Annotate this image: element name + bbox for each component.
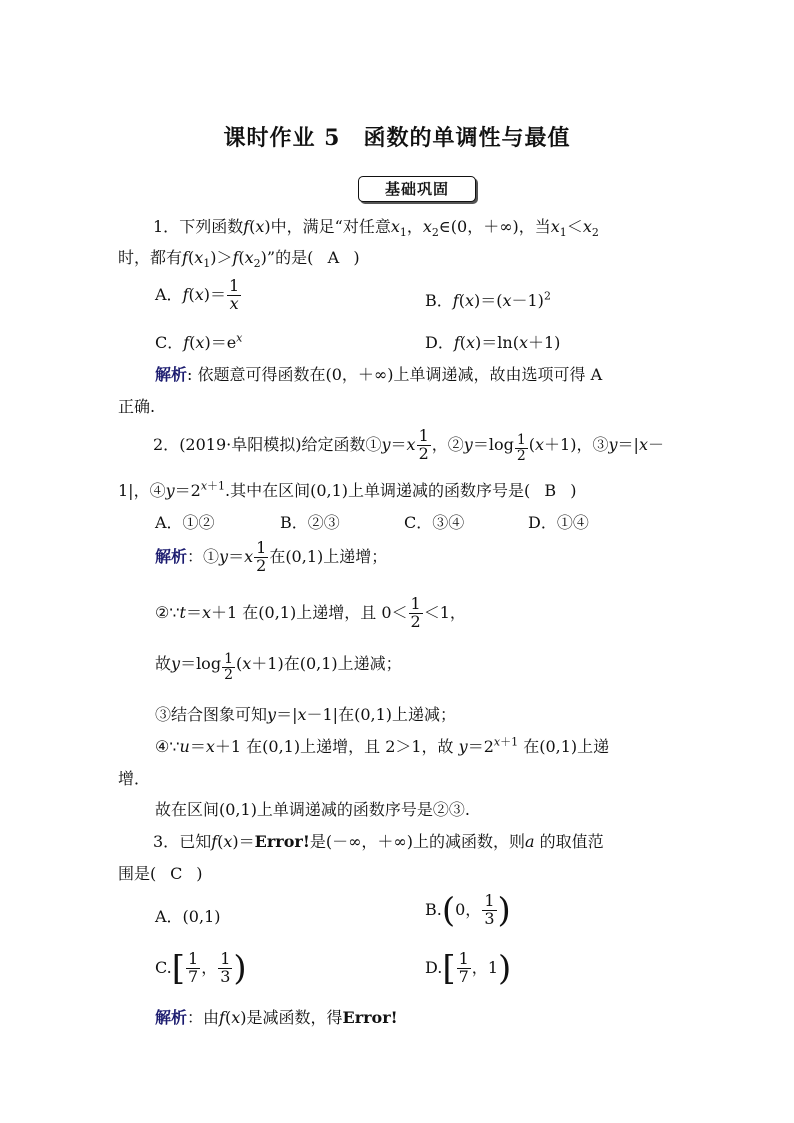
q3-analysis: 解析：由f(x)是减函数，得Error! <box>155 1008 398 1027</box>
q2-stem-line1: 2．(2019·阜阳模拟)给定函数①y＝x $\frac{1}{2}$ ，②y＝log $\frac{1}{2}$ (x＋1)，③y＝|x－ <box>153 426 664 464</box>
q2-stem-line2: 1|，$④y=2^{x+1}$.其中在区间(0,1)上单调递减的函数序号是( B ) <box>118 479 577 500</box>
q2-analysis-line1: 解析：①y＝x $\frac{1}{2}$ 在(0,1)上递增； <box>155 538 388 575</box>
q1-stem-line2: 时，都有$f(x_1)>f(x_2)$”的是( A ) <box>118 248 360 271</box>
q3-option-d: D.[ $\frac{1}{7}$ ，1) <box>425 948 512 989</box>
section-badge: 基础巩固 <box>358 176 476 202</box>
q2-option-a: A．①② <box>155 513 215 532</box>
q2-analysis-line4: ③结合图象可知y＝|x－1|在(0,1)上递减； <box>155 705 457 724</box>
q1-option-d: D．f(x)＝ln(x＋1) <box>425 333 561 352</box>
q2-option-b: B．②③ <box>280 513 340 532</box>
q3-option-a: A．(0,1) <box>155 907 221 926</box>
q1-analysis-line2: 正确. <box>118 397 156 416</box>
q1-option-c: C．$f(x)=e^x$ <box>155 331 243 352</box>
q2-analysis-line7: 故在区间(0,1)上单调递减的函数序号是②③. <box>155 800 471 819</box>
q3-option-b: B.(0， $\frac{1}{3}$ ) <box>425 890 511 931</box>
q1-analysis-line1: 解析: 依题意可得函数在(0，＋∞)上单调递减，故由选项可得 A <box>155 365 603 384</box>
q2-analysis-line5: ④∵u＝x＋1 在(0,1)上递增，且 2＞1，故 $y=2^{x+1}$ 在(0,1)上递 <box>155 735 610 756</box>
q2-analysis-line3: 故y＝log $\frac{1}{2}$ (x＋1)在(0,1)上递减； <box>155 651 402 683</box>
page-title: 课时作业 5 函数的单调性与最值 <box>223 125 571 151</box>
q1-answer: A <box>327 248 340 267</box>
q3-stem-line2: 围是( C ) <box>118 864 203 883</box>
q2-option-d: D．①④ <box>528 513 589 532</box>
q1-option-a: A．f(x)＝ $\frac{1}{x}$ <box>155 276 240 313</box>
q1-stem-line1: 1．下列函数f(x)中，满足“对任意$x_1$，$x_2\in(0$，＋∞)，当$x_1<x_2$ <box>153 217 599 240</box>
q2-option-c: C．③④ <box>404 513 465 532</box>
q1-option-b: B．$f(x)=(x-1)^2$ <box>425 289 551 310</box>
q2-analysis-line2: ②∵t＝x＋1 在(0,1)上递增，且 0＜ $\frac{1}{2}$ ＜1， <box>155 594 466 631</box>
q2-answer: B <box>544 481 557 500</box>
q3-option-c: C.[ $\frac{1}{7}$ ， $\frac{1}{3}$ ) <box>155 948 247 989</box>
q3-stem-line1: 3．已知f(x)＝Error!是(－∞，＋∞)上的减函数，则a 的取值范 <box>153 832 604 851</box>
q3-answer: C <box>170 864 183 883</box>
q2-analysis-line6: 增． <box>118 769 151 788</box>
